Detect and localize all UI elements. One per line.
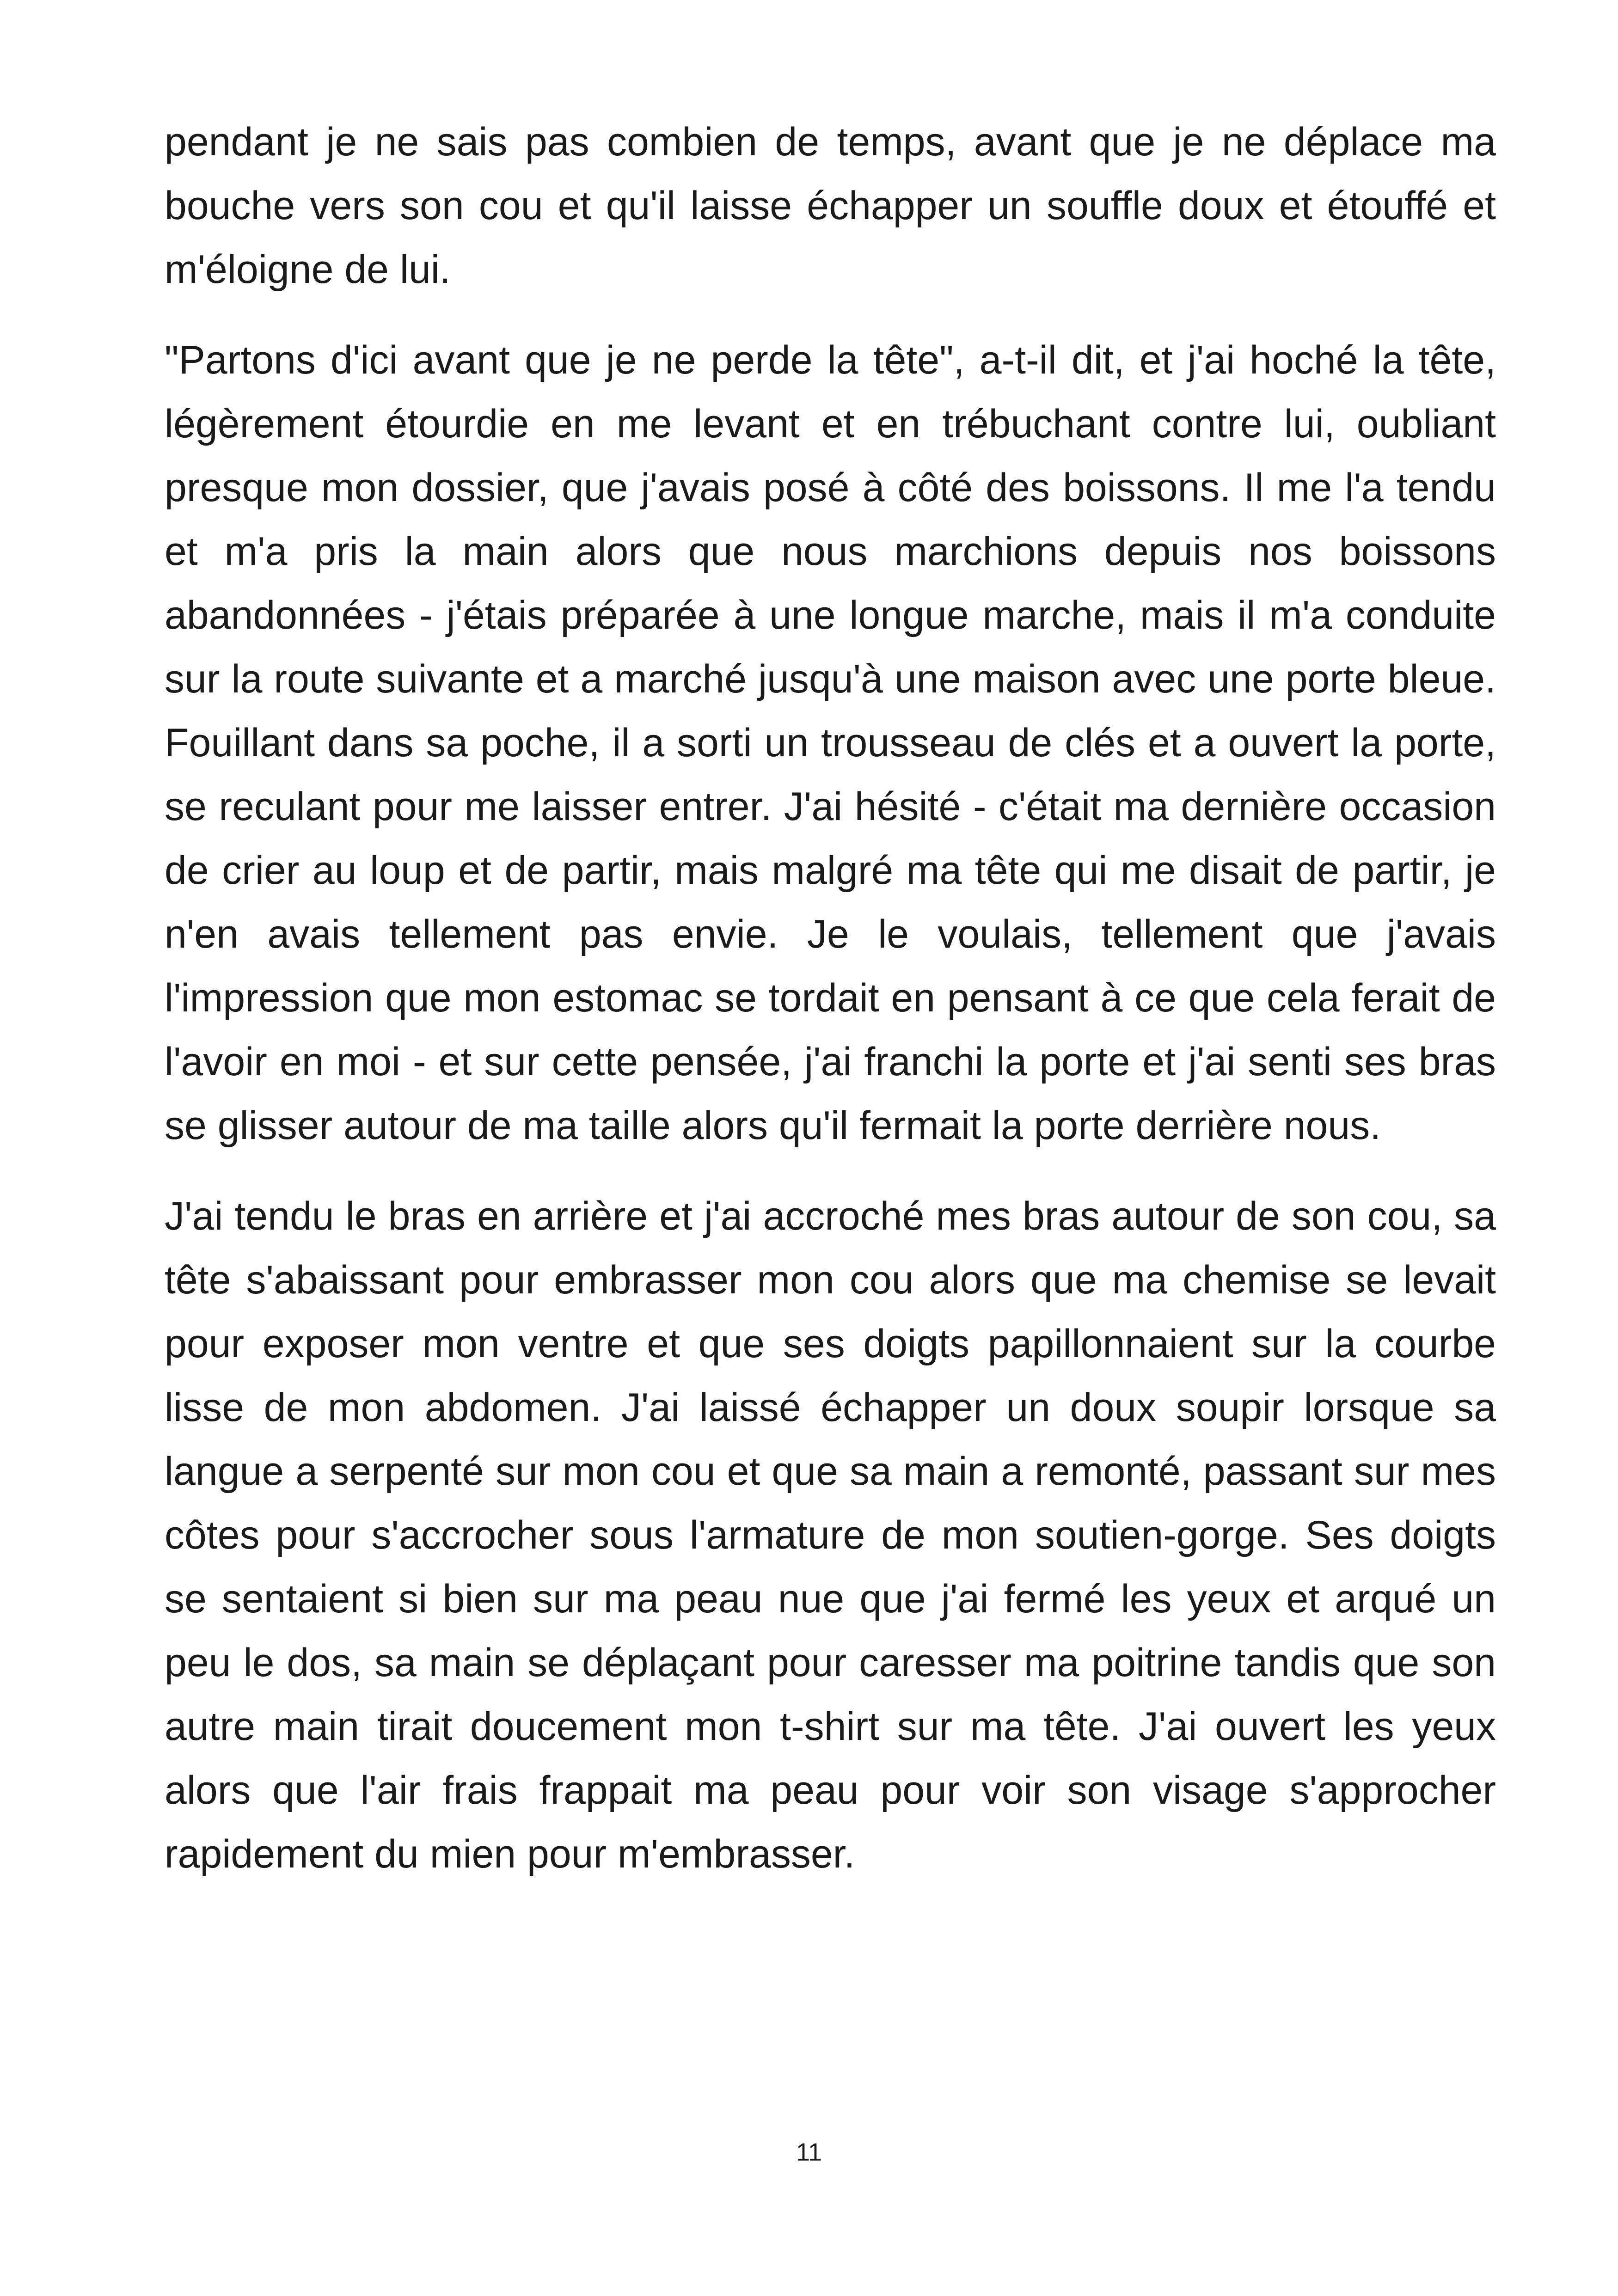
- paragraph-1: pendant je ne sais pas combien de temps, avant que je ne déplace ma bouche vers son cou et qu'il laisse échapper un souffle doux et étouffé et m'éloigne de lui.: [165, 120, 1496, 292]
- paragraph-3: J'ai tendu le bras en arrière et j'ai accroché mes bras autour de son cou, sa tête s'abaissant pour embrasser mon cou alors que ma chemise se levait pour exposer mon ventre et que ses doigts papillonnaient sur la courbe lisse de mon abdomen. J'ai laissé échapper un doux soupir lorsque sa langue a serpenté sur mon cou et que sa main a remonté, passant sur mes côtes pour s'accrocher sous l'armature de mon soutien-gorge. Ses doigts se sentaient si bien sur ma peau nue que j'ai fermé les yeux et arqué un peu le dos, sa main se déplaçant pour caresser ma poitrine tandis que son autre main tirait doucement mon t-shirt sur ma tête. J'ai ouvert les yeux alors que l'air frais frappait ma peau pour voir son visage s'approcher rapidement du mien pour m'embrasser.: [165, 1194, 1496, 1876]
- body-text: [165, 110, 1496, 1913]
- page-number: 11: [796, 2138, 822, 2166]
- paragraph-2: "Partons d'ici avant que je ne perde la tête", a-t-il dit, et j'ai hoché la tête, légèrement étourdie en me levant et en trébuchant contre lui, oubliant presque mon dossier, que j'avais posé à côté des boissons. Il me l'a tendu et m'a pris la main alors que nous marchions depuis nos boissons abandonnées - j'étais préparée à une longue marche, mais il m'a conduite sur la route suivante et a marché jusqu'à une maison avec une porte bleue. Fouillant dans sa poche, il a sorti un trousseau de clés et a ouvert la porte, se reculant pour me laisser entrer. J'ai hésité - c'était ma dernière occasion de crier au loup et de partir, mais malgré ma tête qui me disait de partir, je n'en avais tellement pas envie. Je le voulais, tellement que j'avais l'impression que mon estomac se tordait en pensant à ce que cela ferait de l'avoir en moi - et sur cette pensée, j'ai franchi la porte et j'ai senti ses bras se glisser autour de ma taille alors qu'il fermait la porte derrière nous.: [165, 338, 1496, 1148]
